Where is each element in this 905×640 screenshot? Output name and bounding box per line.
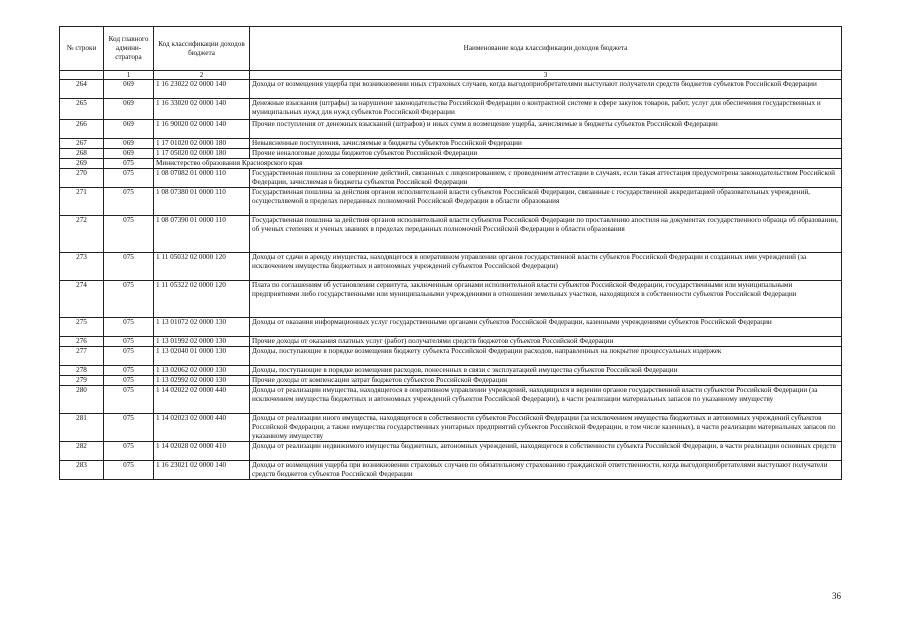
administrator-name: Министерство образования Красноярского края bbox=[154, 159, 842, 169]
table-row bbox=[60, 461, 842, 480]
classification-code: 1 11 05032 02 0000 120 bbox=[154, 253, 250, 281]
table-row bbox=[60, 366, 842, 376]
admin-code: 069 bbox=[104, 149, 154, 159]
row-number: 277 bbox=[60, 347, 104, 366]
table-row bbox=[60, 139, 842, 149]
classification-code: 1 13 02062 02 0000 130 bbox=[154, 366, 250, 376]
table-row bbox=[60, 376, 842, 386]
code-name: Государственная пошлина за совершение действий, связанных с лицензированием, с проведением аттестации в случаях, если такая аттестация предусмотрена законодательством Российской Федерации, зачисляемая в бюджеты субъектов Российской Федерации bbox=[250, 169, 842, 188]
admin-code: 075 bbox=[104, 253, 154, 281]
admin-code: 069 bbox=[104, 99, 154, 120]
classification-code: 1 13 02992 02 0000 130 bbox=[154, 376, 250, 386]
table-header-row bbox=[60, 27, 842, 71]
page-number: 36 bbox=[832, 591, 841, 601]
header-admin-code: Код главного админи-стратора bbox=[104, 27, 154, 71]
admin-code: 075 bbox=[104, 376, 154, 386]
admin-code: 075 bbox=[104, 386, 154, 414]
row-number: 267 bbox=[60, 139, 104, 149]
row-number: 265 bbox=[60, 99, 104, 120]
classification-code: 1 08 07390 01 0000 110 bbox=[154, 216, 250, 253]
row-number: 269 bbox=[60, 159, 104, 169]
column-index-3: 3 bbox=[250, 71, 842, 80]
table-row bbox=[60, 442, 842, 461]
table-row bbox=[60, 120, 842, 139]
code-name: Прочие доходы от компенсации затрат бюджетов субъектов Российской Федерации bbox=[250, 376, 842, 386]
row-number: 281 bbox=[60, 414, 104, 442]
code-name: Государственная пошлина за действия органов исполнительной власти субъектов Российской Федерации, связанные с государственной аккредитацией образовательных учреждений, осуществляемой в пределах переданных полномочий Российской Федерации в области образования bbox=[250, 188, 842, 216]
admin-code: 075 bbox=[104, 461, 154, 480]
table-row bbox=[60, 347, 842, 366]
classification-code: 1 16 33020 02 0000 140 bbox=[154, 99, 250, 120]
table-row bbox=[60, 337, 842, 347]
admin-code: 075 bbox=[104, 414, 154, 442]
classification-code: 1 14 02023 02 0000 440 bbox=[154, 414, 250, 442]
revenue-code-table bbox=[59, 26, 842, 480]
code-name: Государственная пошлина за действия органов исполнительной власти субъектов Российской Федерации по проставлению апостиля на документах государственного образца об образовании, об ученых степенях и ученых званиях в пределах переданных полномочий Российской Федерации в области образования bbox=[250, 216, 842, 253]
admin-code: 075 bbox=[104, 347, 154, 366]
code-name: Прочие доходы от оказания платных услуг (работ) получателями средств бюджетов субъектов Российской Федерации bbox=[250, 337, 842, 347]
admin-code: 075 bbox=[104, 366, 154, 376]
table-row bbox=[60, 169, 842, 188]
admin-code: 075 bbox=[104, 337, 154, 347]
admin-code: 069 bbox=[104, 139, 154, 149]
classification-code: 1 13 01072 02 0000 130 bbox=[154, 318, 250, 337]
column-index-blank bbox=[60, 71, 104, 80]
code-name: Доходы от возмещения ущерба при возникновении иных страховых случаев, когда выгодоприобретателями выступают получатели средств бюджетов субъектов Российской Федерации bbox=[250, 80, 842, 99]
code-name: Денежные взыскания (штрафы) за нарушение законодательства Российской Федерации о контрактной системе в сфере закупок товаров, работ, услуг для обеспечения государственных и муниципальных нужд для нужд субъектов Российской Федерации bbox=[250, 99, 842, 120]
column-index-1: 1 bbox=[104, 71, 154, 80]
row-number: 274 bbox=[60, 281, 104, 318]
row-number: 282 bbox=[60, 442, 104, 461]
admin-code: 075 bbox=[104, 318, 154, 337]
row-number: 276 bbox=[60, 337, 104, 347]
row-number: 273 bbox=[60, 253, 104, 281]
code-name: Доходы от реализации иного имущества, находящегося в собственности субъектов Российской Федерации (за исключением имущества бюджетных и автономных учреждений субъектов Российской Федерации, а также имущества государственных унитарных предприятий субъектов Российской Федерации, в том числе казенных), в части реализации материальных запасов по указанному имуществу bbox=[250, 414, 842, 442]
admin-code: 075 bbox=[104, 159, 154, 169]
row-number: 280 bbox=[60, 386, 104, 414]
classification-code: 1 17 01020 02 0000 180 bbox=[154, 139, 250, 149]
column-index-2: 2 bbox=[154, 71, 250, 80]
admin-code: 075 bbox=[104, 442, 154, 461]
code-name: Плата по соглашениям об установлении сервитута, заключенным органами исполнительной власти субъектов Российской Федерации, государственными или муниципальными предприятиями либо государственными или муниципальными учреждениями в отношении земельных участков, находящихся в собственности субъектов Российской Федерации bbox=[250, 281, 842, 318]
table-row bbox=[60, 80, 842, 99]
code-name: Доходы от реализации недвижимого имущества бюджетных, автономных учреждений, находящегося в собственности субъекта Российской Федерации, в части реализации основных средств bbox=[250, 442, 842, 461]
table-row bbox=[60, 159, 842, 169]
table-row bbox=[60, 281, 842, 318]
table-row bbox=[60, 253, 842, 281]
classification-code: 1 14 02028 02 0000 410 bbox=[154, 442, 250, 461]
code-name: Прочие неналоговые доходы бюджетов субъектов Российской Федерации bbox=[250, 149, 842, 159]
header-row-number: № строки bbox=[60, 27, 104, 71]
admin-code: 075 bbox=[104, 281, 154, 318]
row-number: 268 bbox=[60, 149, 104, 159]
row-number: 266 bbox=[60, 120, 104, 139]
header-classification-code: Код классификации доходов бюджета bbox=[154, 27, 250, 71]
admin-code: 075 bbox=[104, 169, 154, 188]
classification-code: 1 16 23021 02 0000 140 bbox=[154, 461, 250, 480]
table-row bbox=[60, 386, 842, 414]
row-number: 270 bbox=[60, 169, 104, 188]
table-row bbox=[60, 149, 842, 159]
admin-code: 075 bbox=[104, 188, 154, 216]
document-page bbox=[59, 26, 842, 480]
code-name: Прочие поступления от денежных взысканий (штрафов) и иных сумм в возмещение ущерба, зачисляемые в бюджеты субъектов Российской Федерации bbox=[250, 120, 842, 139]
code-name: Доходы от возмещения ущерба при возникновении страховых случаев по обязательному страхованию гражданской ответственности, когда выгодоприобретателями выступают получатели средств бюджетов субъектов Российской Федерации bbox=[250, 461, 842, 480]
classification-code: 1 11 05322 02 0000 120 bbox=[154, 281, 250, 318]
header-code-name: Наименование кода классификации доходов бюджета bbox=[250, 27, 842, 71]
classification-code: 1 16 23022 02 0000 140 bbox=[154, 80, 250, 99]
row-number: 278 bbox=[60, 366, 104, 376]
classification-code: 1 13 01992 02 0000 130 bbox=[154, 337, 250, 347]
admin-code: 069 bbox=[104, 120, 154, 139]
classification-code: 1 17 05020 02 0000 180 bbox=[154, 149, 250, 159]
row-number: 271 bbox=[60, 188, 104, 216]
classification-code: 1 13 02040 01 0000 130 bbox=[154, 347, 250, 366]
classification-code: 1 16 90020 02 0000 140 bbox=[154, 120, 250, 139]
row-number: 275 bbox=[60, 318, 104, 337]
row-number: 272 bbox=[60, 216, 104, 253]
admin-code: 069 bbox=[104, 80, 154, 99]
code-name: Доходы, поступающие в порядке возмещения расходов, понесенных в связи с эксплуатацией имущества субъектов Российской Федерации bbox=[250, 366, 842, 376]
classification-code: 1 08 07380 01 0000 110 bbox=[154, 188, 250, 216]
row-number: 264 bbox=[60, 80, 104, 99]
classification-code: 1 14 02022 02 0000 440 bbox=[154, 386, 250, 414]
classification-code: 1 08 07082 01 0000 110 bbox=[154, 169, 250, 188]
code-name: Доходы, поступающие в порядке возмещения бюджету субъекта Российской Федерации расходов, направленных на покрытие процессуальных издержек bbox=[250, 347, 842, 366]
admin-code: 075 bbox=[104, 216, 154, 253]
column-index-row bbox=[60, 71, 842, 80]
table-row bbox=[60, 318, 842, 337]
row-number: 279 bbox=[60, 376, 104, 386]
code-name: Доходы от оказания информационных услуг государственными органами субъектов Российской Федерации, казенными учреждениями субъектов Российской Федерации bbox=[250, 318, 842, 337]
table-row bbox=[60, 414, 842, 442]
code-name: Доходы от сдачи в аренду имущества, находящегося в оперативном управлении органов государственной власти субъектов Российской Федерации и созданных ими учреждений (за исключением имущества бюджетных и автономных учреждений субъектов Российской Федерации) bbox=[250, 253, 842, 281]
code-name: Доходы от реализации имущества, находящегося в оперативном управлении учреждений, находящихся в ведении органов государственной власти субъектов Российской Федерации (за исключением имущества бюджетных и автономных учреждений субъектов Российской Федерации), в части реализации материальных запасов по указанному имуществу bbox=[250, 386, 842, 414]
code-name: Невыясненные поступления, зачисляемые в бюджеты субъектов Российской Федерации bbox=[250, 139, 842, 149]
table-row bbox=[60, 99, 842, 120]
table-row bbox=[60, 216, 842, 253]
row-number: 283 bbox=[60, 461, 104, 480]
table-row bbox=[60, 188, 842, 216]
table-body bbox=[60, 80, 842, 480]
